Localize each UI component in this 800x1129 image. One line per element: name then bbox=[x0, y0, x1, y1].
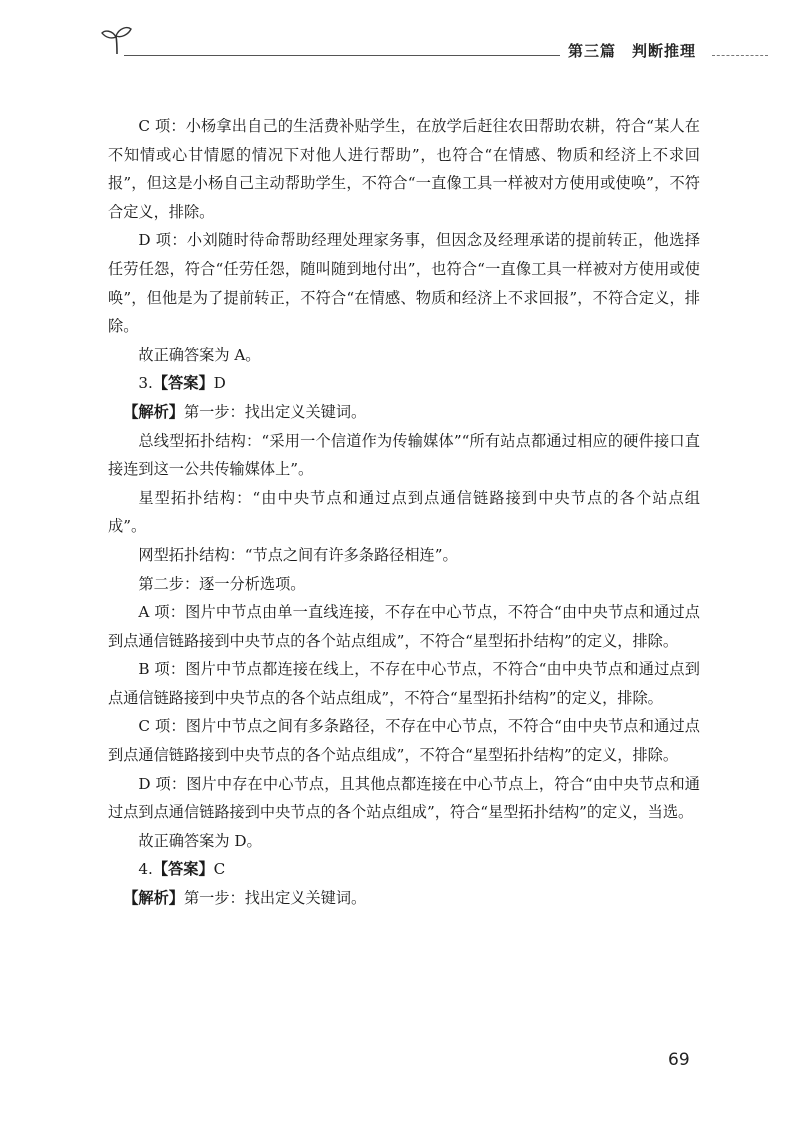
paragraph: C 项：小杨拿出自己的生活费补贴学生，在放学后赶往农田帮助农耕，符合“某人在不知情或心甘情愿的情况下对他人进行帮助”，也符合“在情感、物质和经济上不求回报”，但这是小杨自己主动帮助学生，不符合“一直像工具一样被对方使用或使唤”，不符合定义，排除。 bbox=[108, 117, 700, 221]
paragraph: 故正确答案为 A。 bbox=[138, 345, 261, 364]
paragraph: D 项：小刘随时待命帮助经理处理家务事，但因念及经理承诺的提前转正，他选择任劳任怨，符合“任劳任怨，随叫随到地付出”，也符合“一直像工具一样被对方使用或使唤”，但他是为了提前转正，不符合“在情感、物质和经济上不求回报”，不符合定义，排除。 bbox=[108, 231, 700, 336]
sprout-icon bbox=[100, 24, 134, 56]
paragraph: D 项：图片中存在中心节点，且其他点都连接在中心节点上，符合“由中央节点和通过点到点通信链路接到中央节点的各个站点组成”，符合“星型拓扑结构”的定义，当选。 bbox=[108, 774, 700, 822]
header-rule-right bbox=[712, 55, 768, 56]
page-number: 69 bbox=[668, 1050, 690, 1070]
paragraph: 第二步：逐一分析选项。 bbox=[138, 574, 306, 593]
q3-analysis-line bbox=[108, 398, 700, 427]
q3-step1: 第一步：找出定义关键词。 bbox=[183, 402, 367, 421]
page-header bbox=[0, 0, 800, 70]
paragraph: B 项：图片中节点都连接在线上，不存在中心节点，不符合“由中央节点和通过点到点通信链路接到中央节点的各个站点组成”，不符合“星型拓扑结构”的定义，排除。 bbox=[108, 660, 700, 707]
header-rule bbox=[124, 55, 560, 56]
answer-tag: 【答案】 bbox=[152, 860, 214, 879]
analysis-tag: 【解析】 bbox=[123, 889, 184, 908]
q4-analysis-line bbox=[108, 884, 700, 913]
paragraph: A 项：图片中节点由单一直线连接，不存在中心节点，不符合“由中央节点和通过点到点通信链路接到中央节点的各个站点组成”，不符合“星型拓扑结构”的定义，排除。 bbox=[108, 603, 700, 650]
paragraph: 故正确答案为 D。 bbox=[138, 831, 262, 850]
section-title: 第三篇 判断推理 bbox=[568, 42, 697, 60]
q4-step1: 第一步：找出定义关键词。 bbox=[183, 889, 367, 908]
q3-number: 3. bbox=[138, 374, 153, 393]
analysis-tag: 【解析】 bbox=[123, 402, 184, 421]
q3-answer: D bbox=[213, 374, 226, 393]
q4-number: 4. bbox=[138, 860, 153, 879]
paragraph: 总线型拓扑结构：“采用一个信道作为传输媒体”“所有站点都通过相应的硬件接口直接连到这一公共传输媒体上”。 bbox=[108, 431, 700, 479]
paragraph: 网型拓扑结构：“节点之间有许多条路径相连”。 bbox=[138, 545, 458, 564]
q4-answer: C bbox=[213, 860, 226, 879]
paragraph: 星型拓扑结构：“由中央节点和通过点到点通信链路接到中央节点的各个站点组成”。 bbox=[108, 488, 700, 536]
q4-answer-line bbox=[108, 855, 700, 884]
paragraph: C 项：图片中节点之间有多条路径，不存在中心节点，不符合“由中央节点和通过点到点通信链路接到中央节点的各个站点组成”，不符合“星型拓扑结构”的定义，排除。 bbox=[108, 717, 700, 765]
answer-tag: 【答案】 bbox=[152, 374, 214, 393]
q3-answer-line bbox=[108, 369, 700, 398]
page-content bbox=[108, 112, 700, 913]
